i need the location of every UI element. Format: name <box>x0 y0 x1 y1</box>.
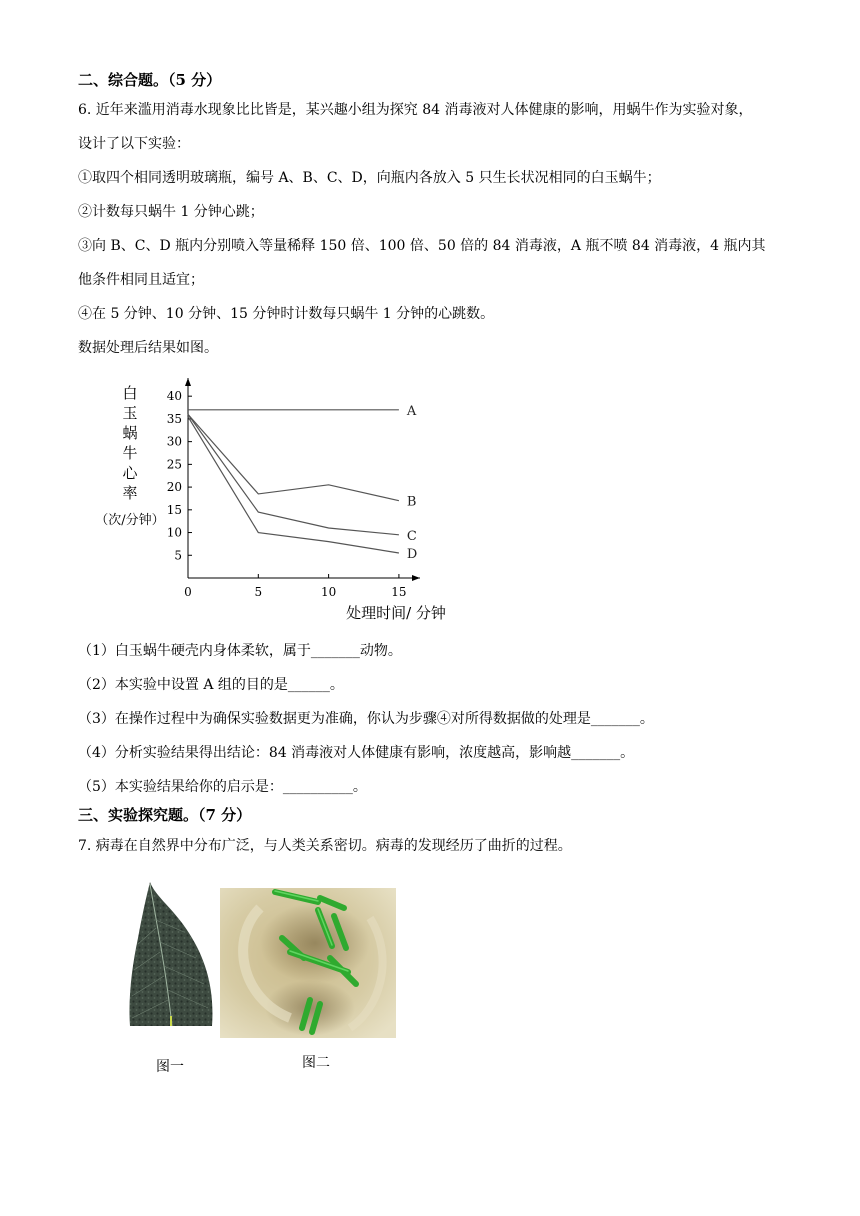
q6-step-4: ④在 5 分钟、10 分钟、15 分钟时计数每只蜗牛 1 分钟的心跳数。 <box>78 306 495 322</box>
y-axis-label-char: 率 <box>122 484 138 502</box>
leaf-figure <box>126 880 216 1028</box>
y-tick-label: 30 <box>166 434 182 449</box>
q7-intro: 7. 病毒在自然界中分布广泛，与人类关系密切。病毒的发现经历了曲折的过程。 <box>78 838 572 854</box>
x-axis-arrow <box>412 575 420 581</box>
y-axis-label-char: 白 <box>122 384 138 402</box>
chart-svg <box>78 362 478 627</box>
x-tick-label: 5 <box>254 585 263 599</box>
y-axis-label-char: 牛 <box>122 444 138 462</box>
series-label-b: B <box>406 494 417 510</box>
series-label-d: D <box>406 547 418 562</box>
x-tick-label: 0 <box>184 585 192 599</box>
y-tick-label: 10 <box>166 525 182 540</box>
series-label-a: A <box>406 403 417 419</box>
y-tick-label: 20 <box>166 480 182 495</box>
q6-sub-question-2: （2）本实验中设置 A 组的目的是______。 <box>78 677 344 693</box>
q6-intro-line-1: 6. 近年来滥用消毒水现象比比皆是，某兴趣小组为探究 84 消毒液对人体健康的影响，用蜗牛作为实验对象， <box>78 102 753 118</box>
q6-step-1: ①取四个相同透明玻璃瓶，编号 A、B、C、D，向瓶内各放入 5 只生长状况相同的白玉蜗牛； <box>78 170 661 186</box>
q6-intro-line-2: 设计了以下实验： <box>78 136 190 152</box>
y-axis-label-char: 蜗 <box>122 424 138 442</box>
series-line-d <box>188 417 399 553</box>
x-tick-label: 10 <box>320 585 337 599</box>
heart-rate-line-chart <box>78 362 478 627</box>
y-tick-label: 40 <box>166 389 182 404</box>
section-heading-3: 三、实验探究题。（7 分） <box>78 806 252 824</box>
q6-result-intro: 数据处理后结果如图。 <box>78 340 218 356</box>
q6-step-3-line-2: 他条件相同且适宜； <box>78 272 204 288</box>
figure-2-caption: 图二 <box>302 1055 330 1071</box>
q6-step-3-line-1: ③向 B、C、D 瓶内分别喷入等量稀释 150 倍、100 倍、50 倍的 84 消毒液，A 瓶不喷 84 消毒液，4 瓶内其 <box>78 238 766 254</box>
x-axis-label: 处理时间/ 分钟 <box>346 604 446 622</box>
series-label-c: C <box>406 528 417 544</box>
y-axis-label-char: 玉 <box>122 404 138 422</box>
x-tick-label: 15 <box>391 585 407 599</box>
q6-sub-question-3: （3）在操作过程中为确保实验数据更为准确，你认为步骤④对所得数据做的处理是_______。 <box>78 711 654 727</box>
figure-1-caption: 图一 <box>156 1059 184 1075</box>
y-tick-label: 5 <box>174 548 182 563</box>
section-heading-2: 二、综合题。（5 分） <box>78 71 222 89</box>
y-axis-unit: （次/分钟） <box>95 513 165 528</box>
y-axis-arrow <box>185 378 191 386</box>
q6-sub-question-1: （1）白玉蜗牛硬壳内身体柔软，属于_______动物。 <box>78 643 402 659</box>
q6-sub-question-5: （5）本实验结果给你的启示是：__________。 <box>78 779 367 795</box>
y-axis-label-char: 心 <box>122 464 138 482</box>
series-line-c <box>188 414 399 534</box>
y-tick-label: 25 <box>166 457 182 472</box>
q6-sub-question-4: （4）分析实验结果得出结论：84 消毒液对人体健康有影响，浓度越高，影响越_______。 <box>78 745 635 761</box>
q6-step-2: ②计数每只蜗牛 1 分钟心跳； <box>78 204 264 220</box>
y-tick-label: 35 <box>166 411 182 426</box>
virus-micrograph-figure <box>220 888 396 1038</box>
y-tick-label: 15 <box>166 502 182 517</box>
